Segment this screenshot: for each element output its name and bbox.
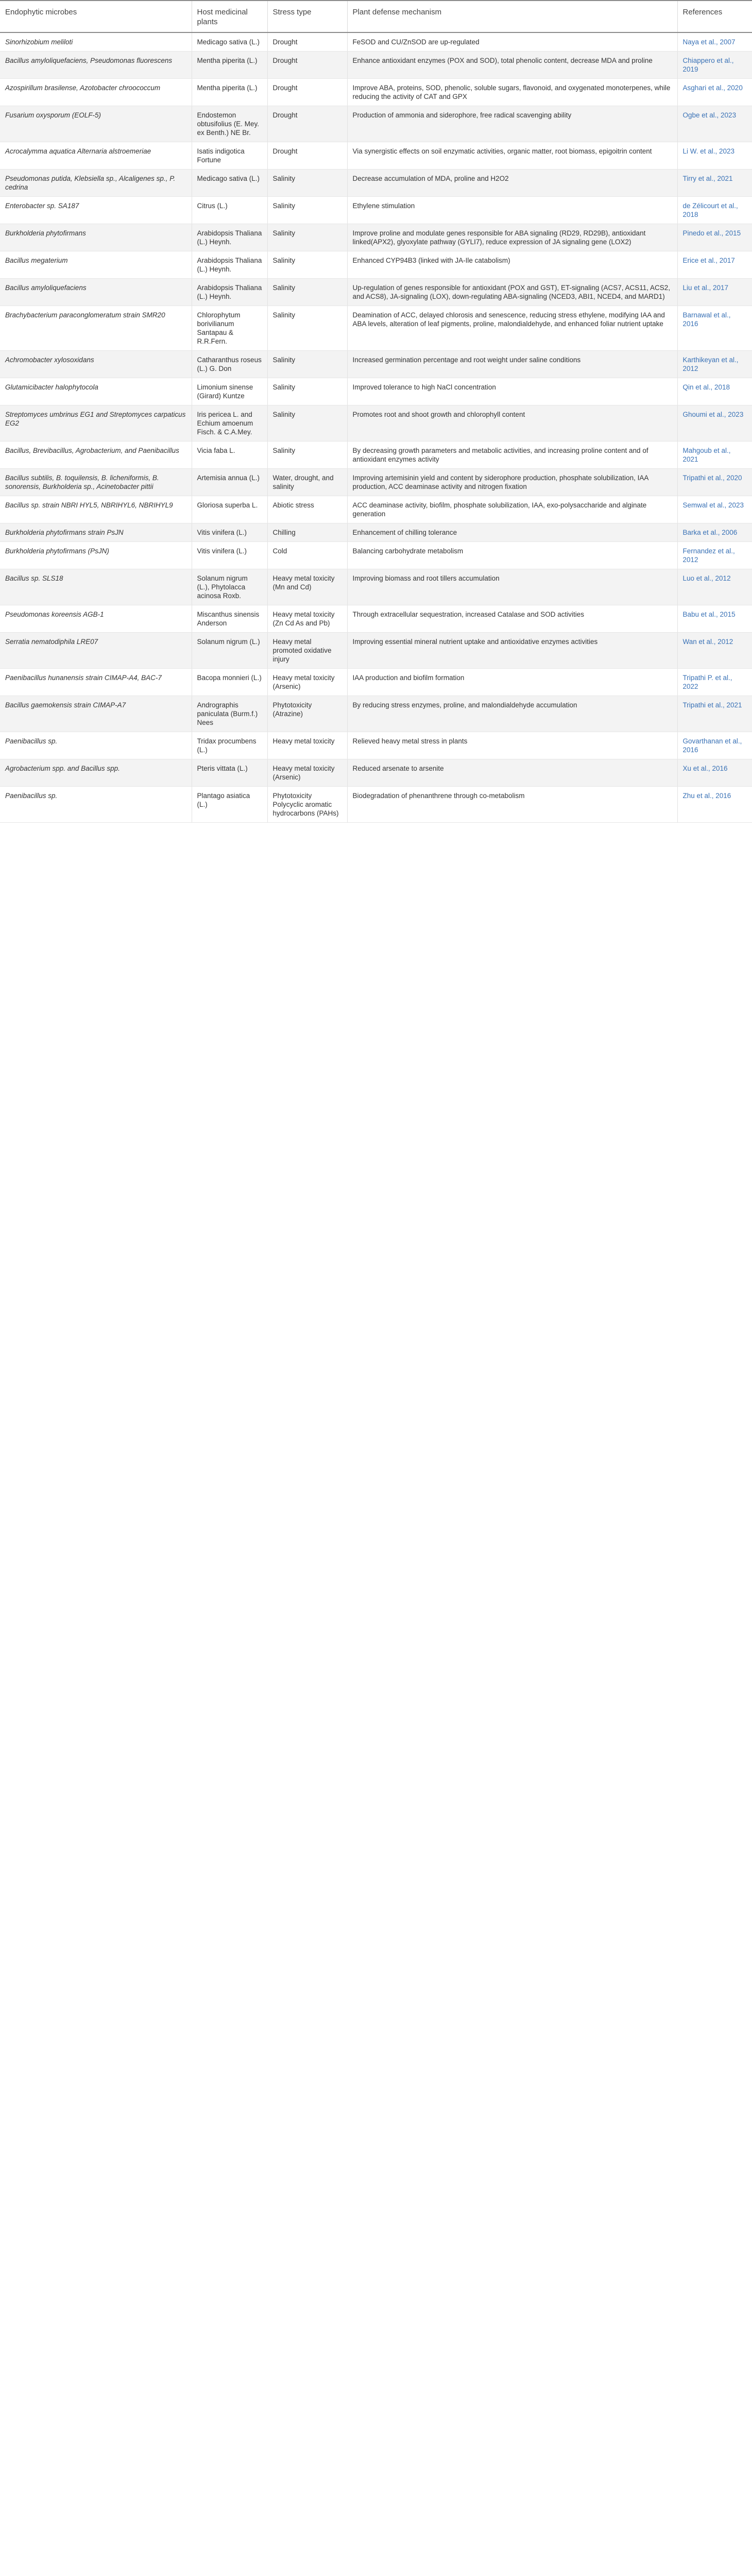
table-row [0,306,752,351]
table-row [0,496,752,523]
stress-type-cell: Salinity [267,351,347,378]
reference-cell[interactable]: Mahgoub et al., 2021 [677,442,752,469]
header-references: References [677,1,752,32]
defense-mechanism-cell: Balancing carbohydrate metabolism [347,542,677,569]
stress-type-cell: Salinity [267,378,347,405]
header-defense-mechanism: Plant defense mechanism [347,1,677,32]
table-row [0,523,752,542]
stress-type-cell: Heavy metal toxicity (Arsenic) [267,759,347,787]
reference-cell[interactable]: Wan et al., 2012 [677,633,752,669]
microbe-cell: Agrobacterium spp. and Bacillus spp. [0,759,192,787]
stress-type-cell: Water, drought, and salinity [267,469,347,496]
table-row [0,442,752,469]
microbe-cell: Bacillus sp. strain NBRI HYL5, NBRIHYL6, NBRIHYL9 [0,496,192,523]
reference-cell[interactable]: Xu et al., 2016 [677,759,752,787]
defense-mechanism-cell: Enhanced CYP94B3 (linked with JA-Ile catabolism) [347,251,677,279]
defense-mechanism-cell: Reduced arsenate to arsenite [347,759,677,787]
stress-type-cell: Drought [267,52,347,79]
defense-mechanism-cell: Improve ABA, proteins, SOD, phenolic, soluble sugars, flavonoid, and oxygenated monoterpenes, while reducing the activity of CAT and GPX [347,79,677,106]
host-plant-cell: Vitis vinifera (L.) [192,542,267,569]
stress-type-cell: Drought [267,142,347,170]
defense-mechanism-cell: Increased germination percentage and root weight under saline conditions [347,351,677,378]
defense-mechanism-cell: Decrease accumulation of MDA, proline and H2O2 [347,170,677,197]
host-plant-cell: Miscanthus sinensis Anderson [192,605,267,633]
stress-type-cell: Salinity [267,405,347,442]
defense-mechanism-cell: Enhance antioxidant enzymes (POX and SOD), total phenolic content, decrease MDA and proline [347,52,677,79]
microbe-cell: Burkholderia phytofirmans (PsJN) [0,542,192,569]
host-plant-cell: Solanum nigrum (L.) [192,633,267,669]
host-plant-cell: Arabidopsis Thaliana (L.) Heynh. [192,224,267,251]
table-body [0,32,752,823]
defense-mechanism-cell: Promotes root and shoot growth and chlorophyll content [347,405,677,442]
stress-type-cell: Drought [267,79,347,106]
host-plant-cell: Andrographis paniculata (Burm.f.) Nees [192,696,267,732]
reference-cell[interactable]: Ghoumi et al., 2023 [677,405,752,442]
stress-type-cell: Salinity [267,306,347,351]
table-row [0,669,752,696]
defense-mechanism-cell: ACC deaminase activity, biofilm, phosphate solubilization, IAA, exo-polysaccharide and alginate generation [347,496,677,523]
microbe-cell: Burkholderia phytofirmans strain PsJN [0,523,192,542]
table-row [0,251,752,279]
microbe-cell: Fusarium oxysporum (EOLF-5) [0,106,192,142]
stress-type-cell: Salinity [267,279,347,306]
stress-type-cell: Salinity [267,224,347,251]
defense-mechanism-cell: Enhancement of chilling tolerance [347,523,677,542]
stress-type-cell: Chilling [267,523,347,542]
stress-type-cell: Phytotoxicity (Atrazine) [267,696,347,732]
host-plant-cell: Citrus (L.) [192,197,267,224]
table-row [0,759,752,787]
table-row [0,197,752,224]
stress-type-cell: Drought [267,32,347,52]
defense-mechanism-cell: Relieved heavy metal stress in plants [347,732,677,759]
stress-type-cell: Salinity [267,197,347,224]
table-row [0,633,752,669]
microbe-cell: Serratia nematodiphila LRE07 [0,633,192,669]
reference-cell[interactable]: Babu et al., 2015 [677,605,752,633]
table-row [0,142,752,170]
microbe-cell: Bacillus, Brevibacillus, Agrobacterium, and Paenibacillus [0,442,192,469]
host-plant-cell: Limonium sinense (Girard) Kuntze [192,378,267,405]
reference-cell[interactable]: Li W. et al., 2023 [677,142,752,170]
header-stress-type: Stress type [267,1,347,32]
reference-cell[interactable]: Barka et al., 2006 [677,523,752,542]
host-plant-cell: Endostemon obtusifolius (E. Mey. ex Benth.) NE Br. [192,106,267,142]
defense-mechanism-cell: Improving artemisinin yield and content by siderophore production, phosphate solubilization, IAA production, ACC deaminase activity and nitrogen fixation [347,469,677,496]
table-row [0,605,752,633]
stress-type-cell: Abiotic stress [267,496,347,523]
host-plant-cell: Catharanthus roseus (L.) G. Don [192,351,267,378]
host-plant-cell: Tridax procumbens (L.) [192,732,267,759]
table-row [0,405,752,442]
host-plant-cell: Medicago sativa (L.) [192,170,267,197]
defense-mechanism-cell: Improved tolerance to high NaCl concentration [347,378,677,405]
header-row [0,1,752,32]
reference-cell[interactable]: Fernandez et al., 2012 [677,542,752,569]
microbe-cell: Achromobacter xylosoxidans [0,351,192,378]
microbe-cell: Bacillus sp. SLS18 [0,569,192,605]
defense-mechanism-cell: Ethylene stimulation [347,197,677,224]
table-row [0,351,752,378]
table-row [0,469,752,496]
reference-cell[interactable]: Tirry et al., 2021 [677,170,752,197]
table-row [0,732,752,759]
defense-mechanism-cell: FeSOD and CU/ZnSOD are up-regulated [347,32,677,52]
table-row [0,378,752,405]
microbe-cell: Pseudomonas putida, Klebsiella sp., Alcaligenes sp., P. cedrina [0,170,192,197]
microbe-cell: Brachybacterium paraconglomeratum strain SMR20 [0,306,192,351]
microbe-cell: Sinorhizobium meliloti [0,32,192,52]
reference-cell[interactable]: de Zélicourt et al., 2018 [677,197,752,224]
table-row [0,52,752,79]
microbe-cell: Acrocalymma aquatica Alternaria alstroemeriae [0,142,192,170]
defense-mechanism-cell: IAA production and biofilm formation [347,669,677,696]
stress-type-cell: Salinity [267,442,347,469]
reference-cell[interactable]: Tripathi et al., 2020 [677,469,752,496]
reference-cell[interactable]: Pinedo et al., 2015 [677,224,752,251]
host-plant-cell: Gloriosa superba L. [192,496,267,523]
endophyte-table [0,0,752,823]
table-row [0,170,752,197]
defense-mechanism-cell: Production of ammonia and siderophore, free radical scavenging ability [347,106,677,142]
stress-type-cell: Salinity [267,251,347,279]
microbe-cell: Paenibacillus sp. [0,732,192,759]
host-plant-cell: Chlorophytum borivilianum Santapau & R.R.Fern. [192,306,267,351]
host-plant-cell: Plantago asiatica (L.) [192,787,267,823]
defense-mechanism-cell: Up-regulation of genes responsible for antioxidant (POX and GST), ET-signaling (ACS7, ACS11, ACS2, and ACS8), JA-signaling (LOX), down-regulating ABA-signaling (NCED3, ABI1, NCED4, and MARD1) [347,279,677,306]
stress-type-cell: Heavy metal toxicity [267,732,347,759]
microbe-cell: Bacillus amyloliquefaciens, Pseudomonas fluorescens [0,52,192,79]
stress-type-cell: Heavy metal promoted oxidative injury [267,633,347,669]
table-row [0,569,752,605]
microbe-cell: Bacillus amyloliquefaciens [0,279,192,306]
defense-mechanism-cell: Improving essential mineral nutrient uptake and antioxidative enzymes activities [347,633,677,669]
reference-cell[interactable]: Karthikeyan et al., 2012 [677,351,752,378]
reference-cell[interactable]: Tripathi P. et al., 2022 [677,669,752,696]
reference-cell[interactable]: Govarthanan et al., 2016 [677,732,752,759]
host-plant-cell: Arabidopsis Thaliana (L.) Heynh. [192,251,267,279]
defense-mechanism-cell: Deamination of ACC, delayed chlorosis and senescence, reducing stress ethylene, modifying IAA and ABA levels, alteration of leaf pigments, proline, malondialdehyde, and enhanced foliar nutrient uptake [347,306,677,351]
reference-cell[interactable]: Chiappero et al., 2019 [677,52,752,79]
microbe-cell: Bacillus gaemokensis strain CIMAP-A7 [0,696,192,732]
reference-cell[interactable]: Qin et al., 2018 [677,378,752,405]
host-plant-cell: Artemisia annua (L.) [192,469,267,496]
table-row [0,79,752,106]
table-row [0,542,752,569]
reference-cell[interactable]: Luo et al., 2012 [677,569,752,605]
reference-cell[interactable]: Asghari et al., 2020 [677,79,752,106]
header-microbes: Endophytic microbes [0,1,192,32]
stress-type-cell: Heavy metal toxicity (Zn Cd As and Pb) [267,605,347,633]
host-plant-cell: Isatis indigotica Fortune [192,142,267,170]
defense-mechanism-cell: Improving biomass and root tillers accumulation [347,569,677,605]
defense-mechanism-cell: Improve proline and modulate genes responsible for ABA signaling (RD29, RD29B), antioxidant linked(APX2), glyoxylate pathway (GYLI7), reduce expression of JA signaling gene (LOX2) [347,224,677,251]
header-host-plants: Host medicinal plants [192,1,267,32]
defense-mechanism-cell: Biodegradation of phenanthrene through co-metabolism [347,787,677,823]
reference-cell[interactable]: Liu et al., 2017 [677,279,752,306]
reference-cell[interactable]: Barnawal et al., 2016 [677,306,752,351]
host-plant-cell: Vitis vinifera (L.) [192,523,267,542]
stress-type-cell: Drought [267,106,347,142]
microbe-cell: Enterobacter sp. SA187 [0,197,192,224]
host-plant-cell: Mentha piperita (L.) [192,79,267,106]
stress-type-cell: Salinity [267,170,347,197]
microbe-cell: Glutamicibacter halophytocola [0,378,192,405]
stress-type-cell: Heavy metal toxicity (Arsenic) [267,669,347,696]
table-row [0,224,752,251]
defense-mechanism-cell: By reducing stress enzymes, proline, and malondialdehyde accumulation [347,696,677,732]
table-row [0,106,752,142]
defense-mechanism-cell: By decreasing growth parameters and metabolic activities, and increasing proline content and of antioxidant enzymes activity [347,442,677,469]
host-plant-cell: Vicia faba L. [192,442,267,469]
reference-cell[interactable]: Naya et al., 2007 [677,32,752,52]
defense-mechanism-cell: Via synergistic effects on soil enzymatic activities, organic matter, root biomass, epigoitrin content [347,142,677,170]
host-plant-cell: Medicago sativa (L.) [192,32,267,52]
host-plant-cell: Mentha piperita (L.) [192,52,267,79]
table-row [0,279,752,306]
microbe-cell: Streptomyces umbrinus EG1 and Streptomyces carpaticus EG2 [0,405,192,442]
microbe-cell: Azospirillum brasilense, Azotobacter chroococcum [0,79,192,106]
stress-type-cell: Phytotoxicity Polycyclic aromatic hydrocarbons (PAHs) [267,787,347,823]
stress-type-cell: Cold [267,542,347,569]
reference-cell[interactable]: Tripathi et al., 2021 [677,696,752,732]
host-plant-cell: Pteris vittata (L.) [192,759,267,787]
host-plant-cell: Solanum nigrum (L.), Phytolacca acinosa Roxb. [192,569,267,605]
reference-cell[interactable]: Zhu et al., 2016 [677,787,752,823]
reference-cell[interactable]: Erice et al., 2017 [677,251,752,279]
table-row [0,787,752,823]
host-plant-cell: Arabidopsis Thaliana (L.) Heynh. [192,279,267,306]
table-document [0,0,752,823]
host-plant-cell: Iris pericea L. and Echium amoenum Fisch. & C.A.Mey. [192,405,267,442]
microbe-cell: Bacillus subtilis, B. toquilensis, B. licheniformis, B. sonorensis, Burkholderia sp., Acinetobacter pittii [0,469,192,496]
microbe-cell: Pseudomonas koreensis AGB-1 [0,605,192,633]
microbe-cell: Paenibacillus hunanensis strain CIMAP-A4, BAC-7 [0,669,192,696]
microbe-cell: Burkholderia phytofirmans [0,224,192,251]
table-row [0,32,752,52]
stress-type-cell: Heavy metal toxicity (Mn and Cd) [267,569,347,605]
host-plant-cell: Bacopa monnieri (L.) [192,669,267,696]
reference-cell[interactable]: Semwal et al., 2023 [677,496,752,523]
table-row [0,696,752,732]
defense-mechanism-cell: Through extracellular sequestration, increased Catalase and SOD activities [347,605,677,633]
microbe-cell: Paenibacillus sp. [0,787,192,823]
reference-cell[interactable]: Ogbe et al., 2023 [677,106,752,142]
microbe-cell: Bacillus megaterium [0,251,192,279]
